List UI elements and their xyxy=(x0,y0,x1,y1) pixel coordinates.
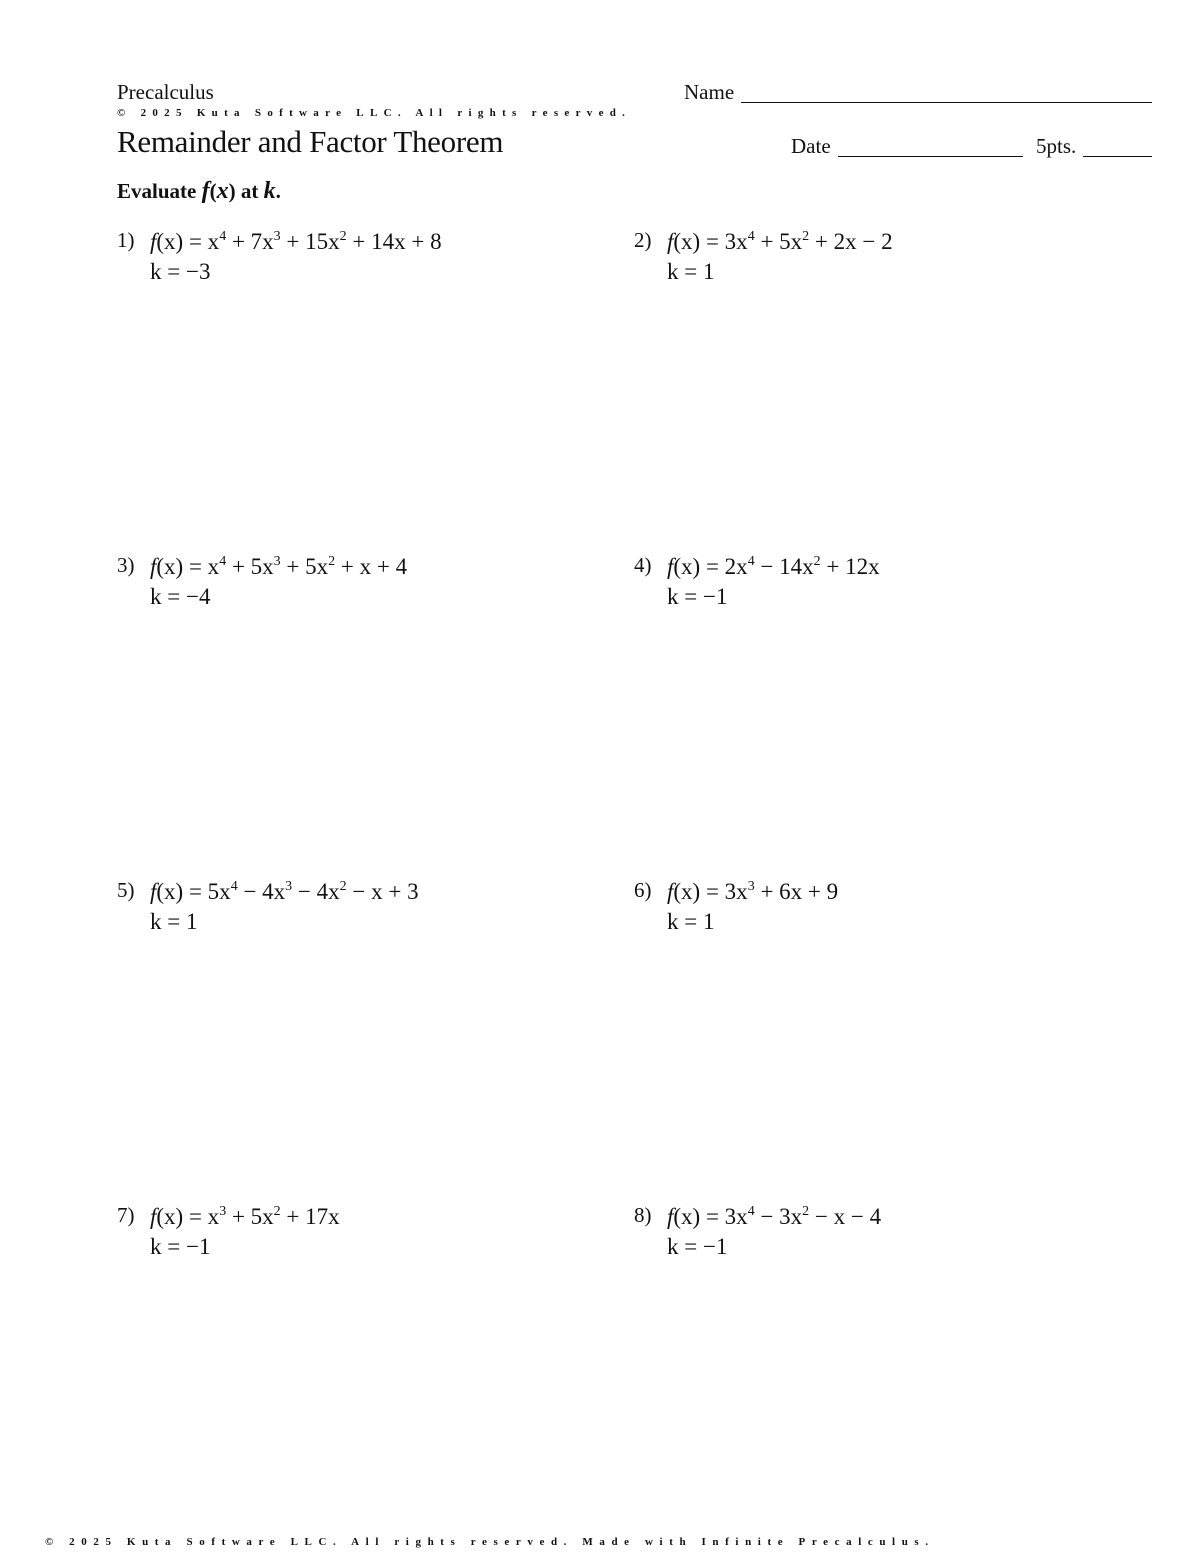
points-blank-line[interactable] xyxy=(1083,156,1152,157)
date-label: Date xyxy=(791,134,831,158)
function-expression: $f(x) = 3x^4 + 5x^2 + 2x - 2$ xyxy=(667,229,893,254)
function-expression: $f(x) = 2x^4 - 14x^2 + 12x$ xyxy=(667,554,880,579)
problem-number: 3) xyxy=(117,553,135,577)
k-value: k = −3 xyxy=(150,259,211,284)
function-expression: $f(x) = 5x^4 - 4x^3 - 4x^2 - x + 3$ xyxy=(150,879,419,904)
function-expression: $f(x) = 3x^3 + 6x + 9$ xyxy=(667,879,839,904)
copyright-notice: © 2025 Kuta Software LLC. All rights reserved. xyxy=(117,107,632,119)
k-value: k = 1 xyxy=(667,909,715,934)
problem-number: 5) xyxy=(117,878,135,902)
function-expression: $f(x) = x^4 + 7x^3 + 15x^2 + 14x + 8$ xyxy=(150,229,442,254)
function-expression: $f(x) = x^4 + 5x^3 + 5x^2 + x + 4$ xyxy=(150,554,408,579)
footer-copyright: © 2025 Kuta Software LLC. All rights reserved. Made with Infinite Precalculus. xyxy=(45,1536,935,1548)
problem-number: 6) xyxy=(634,878,652,902)
problem-number: 2) xyxy=(634,228,652,252)
problem-number: 7) xyxy=(117,1203,135,1227)
name-blank-line[interactable] xyxy=(741,102,1152,103)
course-name: Precalculus xyxy=(117,80,214,104)
k-value: k = −4 xyxy=(150,584,211,609)
date-blank-line[interactable] xyxy=(838,156,1023,157)
problem-number: 8) xyxy=(634,1203,652,1227)
k-value: k = −1 xyxy=(150,1234,211,1259)
name-label: Name xyxy=(684,80,735,104)
problem-number: 4) xyxy=(634,553,652,577)
k-value: k = 1 xyxy=(150,909,198,934)
points-label: 5pts. xyxy=(1036,134,1077,158)
worksheet-title: Remainder and Factor Theorem xyxy=(117,124,504,159)
k-value: k = 1 xyxy=(667,259,715,284)
function-expression: $f(x) = x^3 + 5x^2 + 17x$ xyxy=(150,1204,340,1229)
function-expression: $f(x) = 3x^4 - 3x^2 - x - 4$ xyxy=(667,1204,882,1229)
instructions: Evaluate f(x) at k. xyxy=(117,178,281,204)
problem-number: 1) xyxy=(117,228,135,252)
k-value: k = −1 xyxy=(667,584,728,609)
k-value: k = −1 xyxy=(667,1234,728,1259)
